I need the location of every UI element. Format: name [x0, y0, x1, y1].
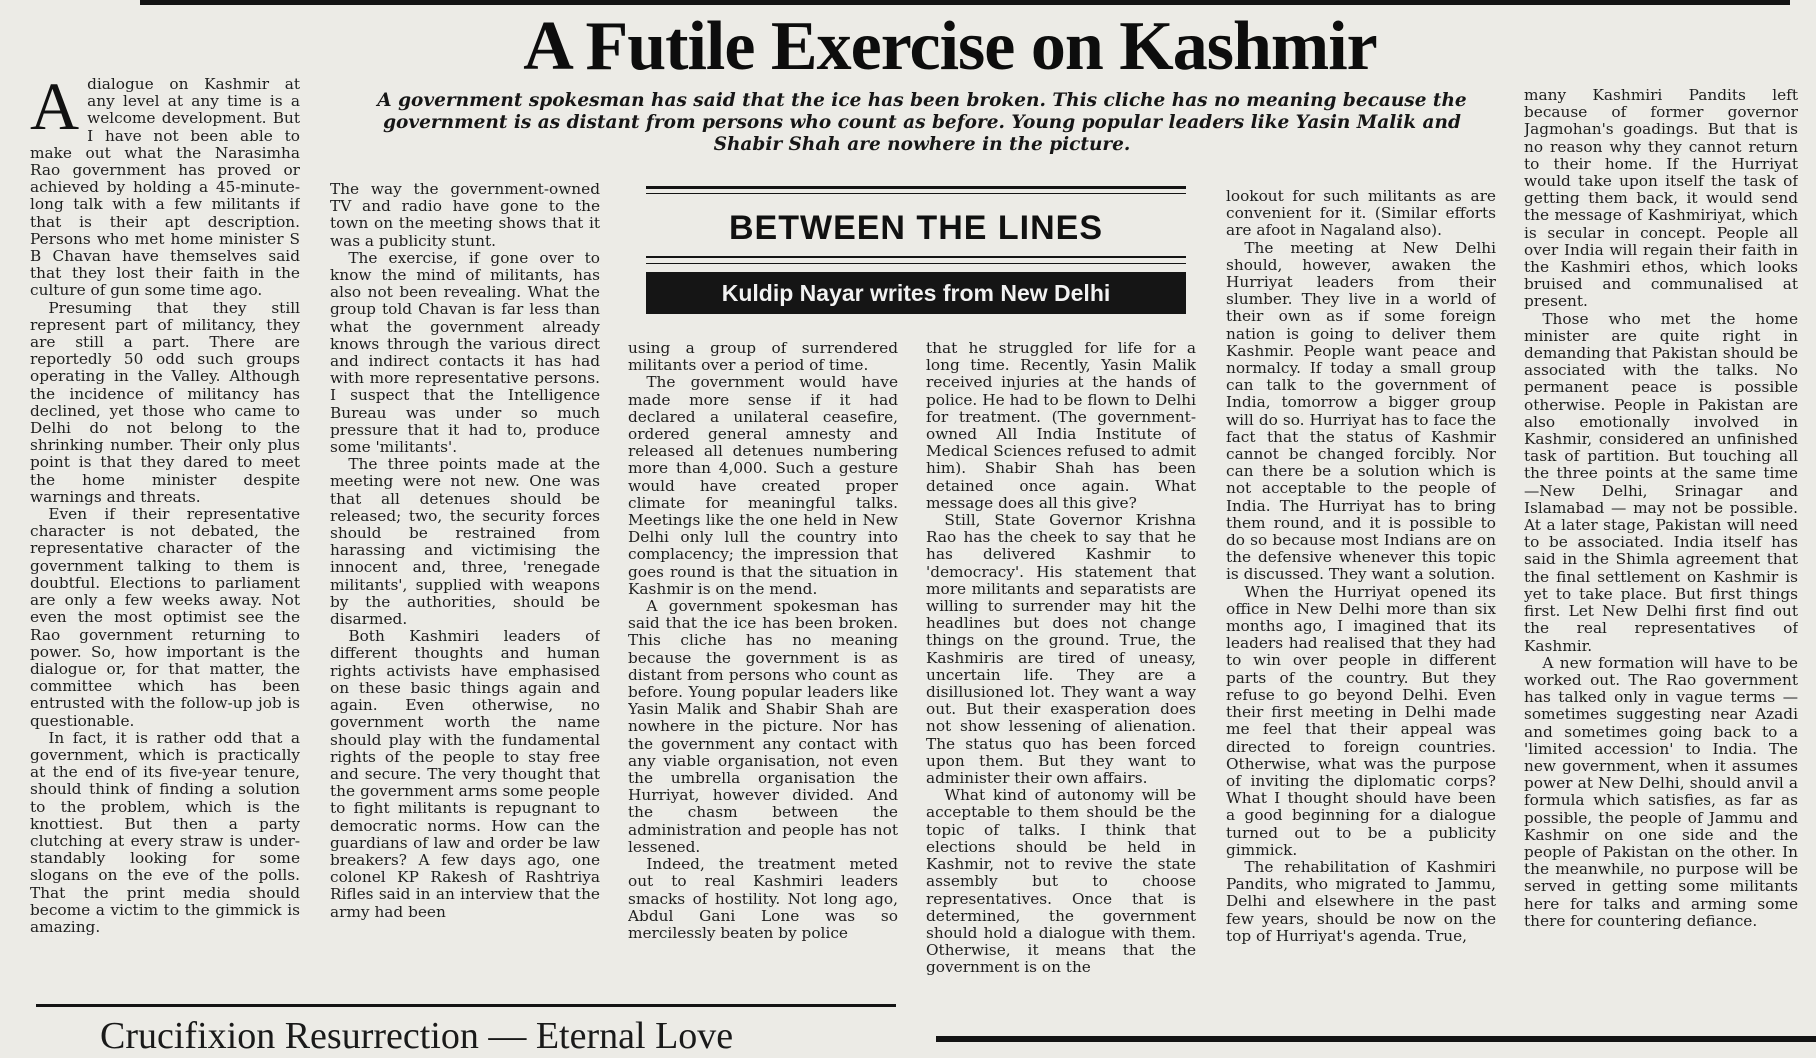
- column-2-paragraph: Both Kashmiri leaders of different thoughts and human rights activists have emphasised on these basic things again and again. Even otherwise, no government worth the name should play with the fundamental rights of the people to stay free and secure. The very thought that the government arms some people to fight militants is repugnant to democratic norms. How can the guardians of law and order be law breakers? A few days ago, one colonel KP Rakesh of Rashtriya Rifles said in an interview that the army had been: [330, 627, 600, 921]
- column-5-paragraph: When the Hurriyat opened its office in New Delhi more than six months ago, I imagined that its leaders had realised that they had to win over people in different parts of the country. But they refuse to go beyond Delhi. Even their first meeting in Delhi made me feel that their appeal was directed to foreign countries. Otherwise, what was the purpose of inviting the diplomatic corps? What I thought should have been a good beginning for a dialogue turned out to be a publicity gimmick.: [1226, 582, 1496, 859]
- column-2-paragraph: The three points made at the meeting were not new. One was that all detenues should be released; two, the security forces should be restrained from harassing and victimising the innocent and, three, 'renegade militants', supplied with weapons by the authorities, should be disarmed.: [330, 455, 600, 629]
- next-article-headline: Crucifixion Resurrection — Eternal Love: [100, 1015, 734, 1057]
- section-bottom-rule: [36, 1004, 896, 1007]
- article-column-5: [1226, 188, 1496, 1032]
- column-4-paragraph: What kind of autonomy will be acceptable to them should be the topic of talks. I think that elections should be held in Kashmir, not to revive the state assembly but to choose representatives. Once that is determined, the government should hold a dialogue with them. Otherwise, it means that the government is on the: [926, 786, 1196, 977]
- article-column-2: [330, 181, 600, 993]
- column-4-paragraph: that he struggled for life for a long time. Recently, Yasin Malik received injuries at the hands of police. He had to be flown to Delhi for treatment. (The government-owned All India Institute of Medical Sciences refused to admit him). Shabir Shah has been detained once again. What message does all this give?: [926, 340, 1196, 512]
- column-6-paragraph: many Kashmiri Pandits left because of former governor Jagmohan's goadings. But that is no reason why they cannot return to their home. If the Hurriyat would take upon itself the task of getting them back, it would send the message of Kashmiriyat, which is secular in concept. People all over India will regain their faith in the Kashmiri ethos, which looks bruised and communalised at present.: [1524, 87, 1798, 311]
- drop-cap: A: [30, 76, 80, 144]
- article-column-4: [926, 340, 1196, 1032]
- btl-rule-mid-thin: [646, 263, 1186, 264]
- column-1-paragraph: Presuming that they still represent part of militancy, they are still a part. There are reportedly 50 odd such groups operating in the Valley. Although the incidence of militancy has declined, yet those who came to Delhi do not belong to the shrinking number. Their only plus point is that they dared to meet the home minister despite warnings and threats.: [30, 298, 300, 506]
- article-column-1: [30, 76, 300, 994]
- byline: [646, 272, 1186, 314]
- column-5-paragraph: The meeting at New Delhi should, however, awaken the Hurriyat leaders from their slumber. They live in a world of their own as if some foreign nation is going to deliver them Kashmir. People want peace and normalcy. If today a small group can talk to the government of India, tomorrow a bigger group will do so. Hurriyat has to face the fact that the status of Kashmir cannot be changed forcibly. Nor can there be a solution which is not acceptable to the people of India. The Hurriyat has to bring them round, and it is possible to do so because most Indians are on the defensive whenever this topic is discussed. They want a solution.: [1226, 238, 1496, 584]
- article-column-6: [1524, 87, 1798, 1032]
- column-1-paragraph: Adialogue on Kashmir at any level at any time is a welcome development. But I have not been able to make out what the Narasimha Rao government has proved or achieved by holding a 45-minute-long talk with a few militants if that is their apt description. Persons who met home minister S B Chavan have themselves said that they lost their faith in the culture of gun some time ago.: [30, 76, 300, 300]
- column-2-paragraph: The exercise, if gone over to know the mind of militants, has also not been revealing. What the group told Chavan is far less than what the government already knows through the various direct and indirect contacts it has had with more representative persons. I suspect that the Intelligence Bureau was under so much pressure that it had to, produce some 'militants'.: [330, 248, 600, 457]
- article-column-3: [628, 340, 898, 993]
- column-5-paragraph: The rehabilitation of Kashmiri Pandits, who migrated to Jammu, Delhi and elsewhere in the past few years, should be now on the top of Hurriyat's agenda. True,: [1226, 857, 1496, 945]
- btl-rule-top: [646, 186, 1186, 189]
- column-3-paragraph: The government would have made more sense if it had declared a unilateral ceasefire, ordered general amnesty and released all detenues numbering more than 4,000. Such a gesture would have created proper climate for meaningful talks. Meetings like the one held in New Delhi only lull the country into complacency; the impression that goes round is that the situation in Kashmir is on the mend.: [628, 373, 898, 598]
- column-5-paragraph: lookout for such militants as are convenient for it. (Similar efforts are afoot in Nagaland also).: [1226, 188, 1496, 240]
- column-3-paragraph: Indeed, the treatment meted out to real Kashmiri leaders smacks of hostility. Not long ago, Abdul Gani Lone was so mercilessly beaten by police: [628, 855, 898, 942]
- btl-rule-top-thin: [646, 193, 1186, 194]
- article-headline: A Futile Exercise on Kashmir: [523, 8, 1377, 85]
- column-title: BETWEEN THE LINES: [728, 209, 1104, 247]
- column-1-paragraph: In fact, it is rather odd that a government, which is practically at the end of its five-year tenure, should think of finding a solution to the problem, which is the knottiest. But then a party clutching at every straw is under-standably looking for some slogans on the eve of the polls. That the print media should become a victim to the gimmick is amazing.: [30, 728, 300, 936]
- column-2-paragraph: The way the government-owned TV and radio have gone to the town on the meeting shows that it was a publicity stunt.: [330, 181, 600, 250]
- section-bottom-rule-right: [936, 1036, 1816, 1042]
- byline-text: Kuldip Nayar writes from New Delhi: [721, 279, 1111, 306]
- column-3-paragraph: A government spokesman has said that the ice has been broken. This cliche has no meaning because the government is as distant from persons who count as before. Young popular leaders like Yasin Malik and Shabir Shah are nowhere in the picture. Nor has the government any contact with any viable organisation, not even the umbrella organisation the Hurriyat, however divided. And the chasm between the administration and people has not lessened.: [628, 597, 898, 856]
- column-4-paragraph: Still, State Governor Krishna Rao has the cheek to say that he has delivered Kashmir to 'democracy'. His statement that more militants and separatists are willing to surrender may hit the headlines but does not change things on the ground. True, the Kashmiris are tired of uneasy, uncertain life. They are a disillusioned lot. They want a way out. But their exasperation does not show lessening of alienation. The status quo has been forced upon them. But they want to administer their own affairs.: [926, 511, 1196, 788]
- column-3-paragraph: using a group of surrendered militants over a period of time.: [628, 340, 898, 375]
- btl-rule-mid: [646, 256, 1186, 258]
- article-deck: A government spokesman has said that the ice has been broken. This cliche has no meaning because the government is as distant from persons who count as before. Young popular leaders like Yasin Malik and Shabir Shah are nowhere in the picture.: [377, 90, 1467, 155]
- column-6-paragraph: A new formation will have to be worked out. The Rao government has talked only in vague terms — sometimes suggesting near Azadi and sometimes going back to a 'limited accession' to India. The new government, when it assumes power at New Delhi, should anvil a formula which satisfies, as far as possible, the people of Jammu and Kashmir on one side and the people of Pakistan on the other. In the meanwhile, no purpose will be served in getting some militants here for talks and arming some there for countering defiance.: [1524, 653, 1798, 930]
- column-1-paragraph: Even if their representative character is not debated, the representative character of the government talking to them is doubtful. Elections to parliament are only a few weeks away. Not even the most optimist see the Rao government returning to power. So, how important is the dialogue or, for that matter, the committee which has been entrusted with the follow-up job is questionable.: [30, 505, 300, 730]
- column-6-paragraph: Those who met the home minister are quite right in demanding that Pakistan should be associated with the talks. No permanent peace is possible otherwise. People in Pakistan are also emotionally involved in Kashmir, considered an unfinished task of partition. But touching all the three points at the same time —New Delhi, Srinagar and Islamabad — may not be possible. At a later stage, Pakistan will need to be associated. India itself has said in the Shimla agreement that the final settlement on Kashmir is yet to take place. But first things first. Let New Delhi first find out the real representatives of Kashmir.: [1524, 309, 1798, 655]
